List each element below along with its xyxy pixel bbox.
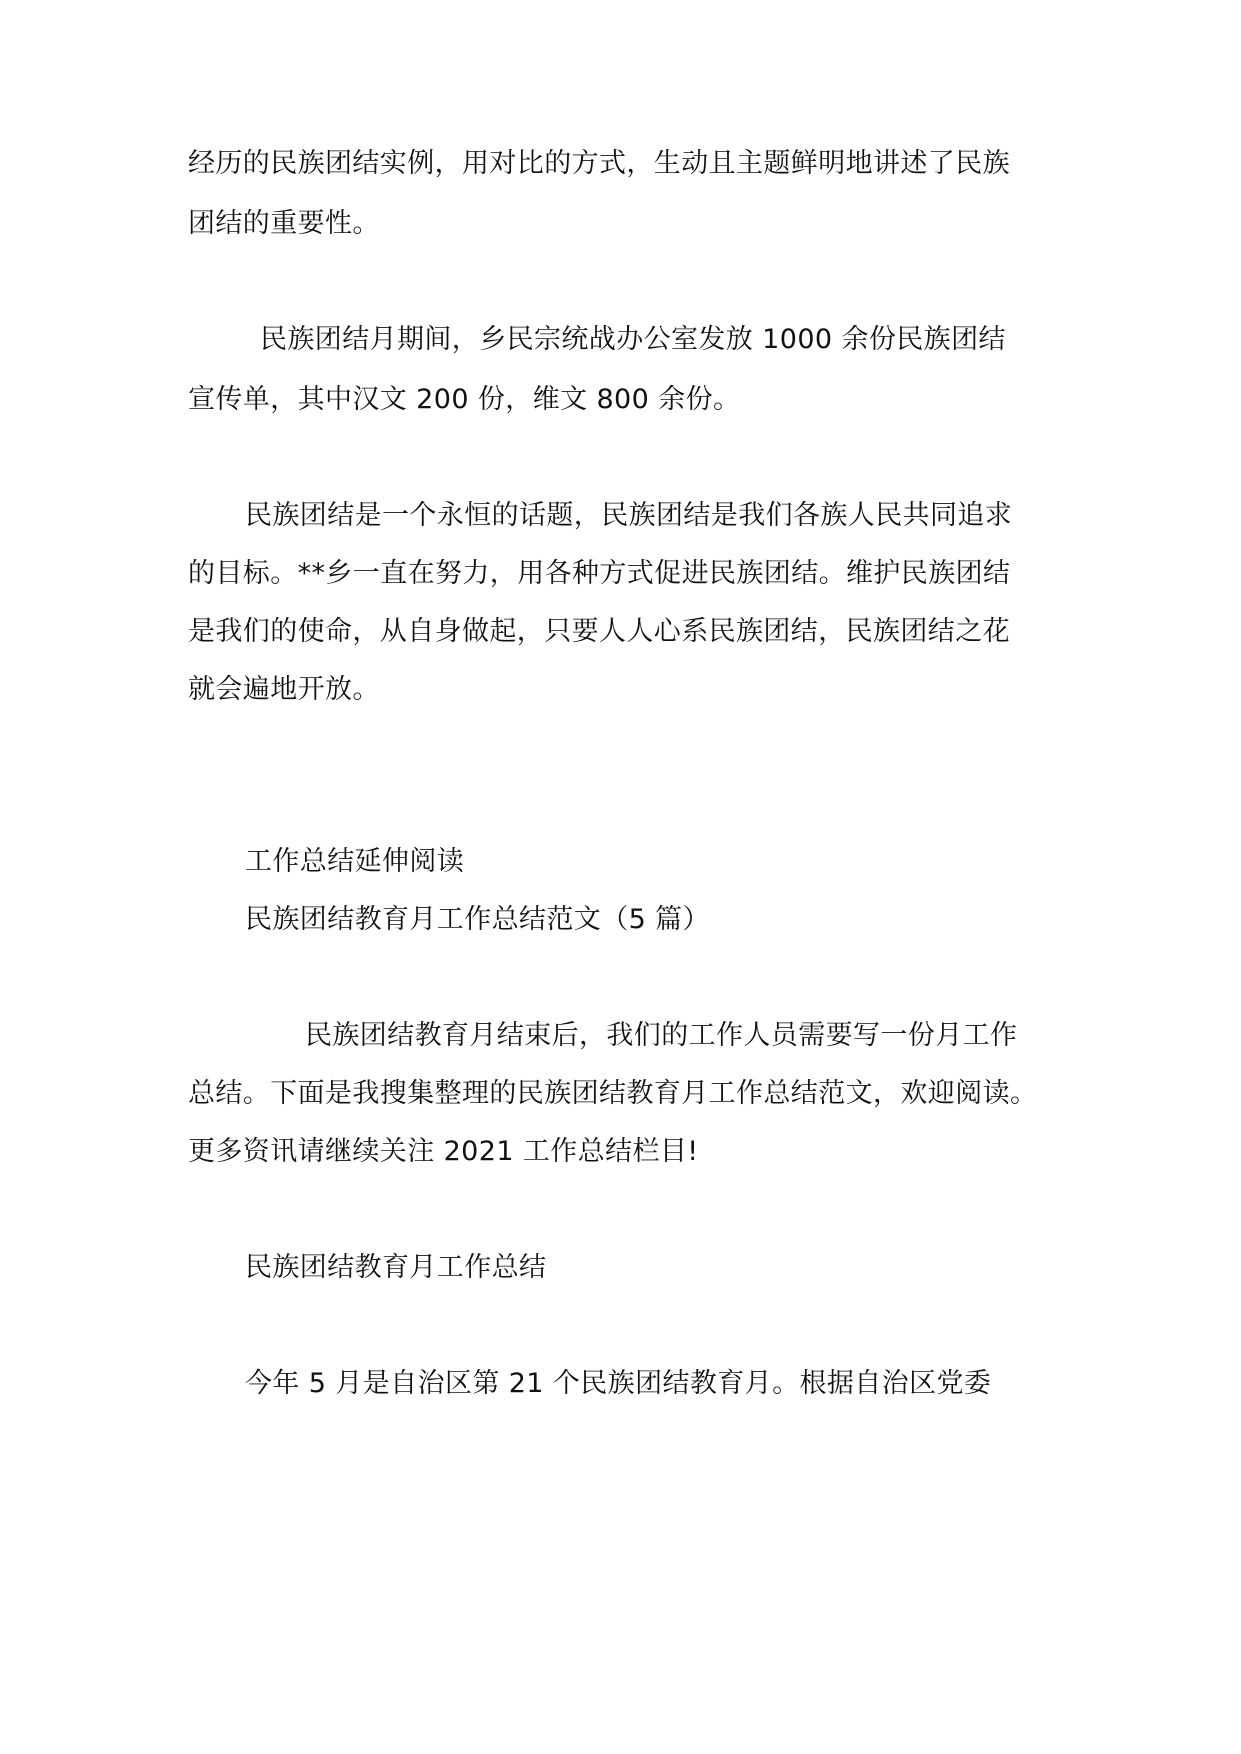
paragraph-4-line-1: 民族团结教育月结束后，我们的工作人员需要写一份月工作 bbox=[305, 1020, 1018, 1051]
extended-reading-heading: 工作总结延伸阅读 bbox=[245, 846, 465, 877]
paragraph-1-line-1: 经历的民族团结实例，用对比的方式，生动且主题鲜明地讲述了民族 bbox=[188, 148, 1010, 179]
paragraph-1-line-2: 团结的重要性。 bbox=[188, 208, 380, 239]
article-title: 民族团结教育月工作总结范文（5 篇） bbox=[245, 904, 710, 935]
paragraph-4-line-2: 总结。下面是我搜集整理的民族团结教育月工作总结范文，欢迎阅读。 bbox=[188, 1078, 1038, 1109]
paragraph-2-line-1: 民族团结月期间，乡民宗统战办公室发放 1000 余份民族团结 bbox=[260, 324, 1006, 355]
paragraph-2-line-2: 宣传单，其中汉文 200 份，维文 800 余份。 bbox=[188, 384, 741, 415]
paragraph-3-line-1: 民族团结是一个永恒的话题，民族团结是我们各族人民共同追求 bbox=[245, 500, 1013, 531]
paragraph-5-line-1: 今年 5 月是自治区第 21 个民族团结教育月。根据自治区党委 bbox=[245, 1368, 992, 1399]
paragraph-3-line-3: 是我们的使命，从自身做起，只要人人心系民族团结，民族团结之花 bbox=[188, 616, 1010, 647]
paragraph-3-line-4: 就会遍地开放。 bbox=[188, 674, 380, 705]
paragraph-4-line-3: 更多资讯请继续关注 2021 工作总结栏目! bbox=[188, 1136, 699, 1167]
section-heading: 民族团结教育月工作总结 bbox=[245, 1252, 547, 1283]
paragraph-3-line-2: 的目标。**乡一直在努力，用各种方式促进民族团结。维护民族团结 bbox=[188, 558, 1011, 589]
